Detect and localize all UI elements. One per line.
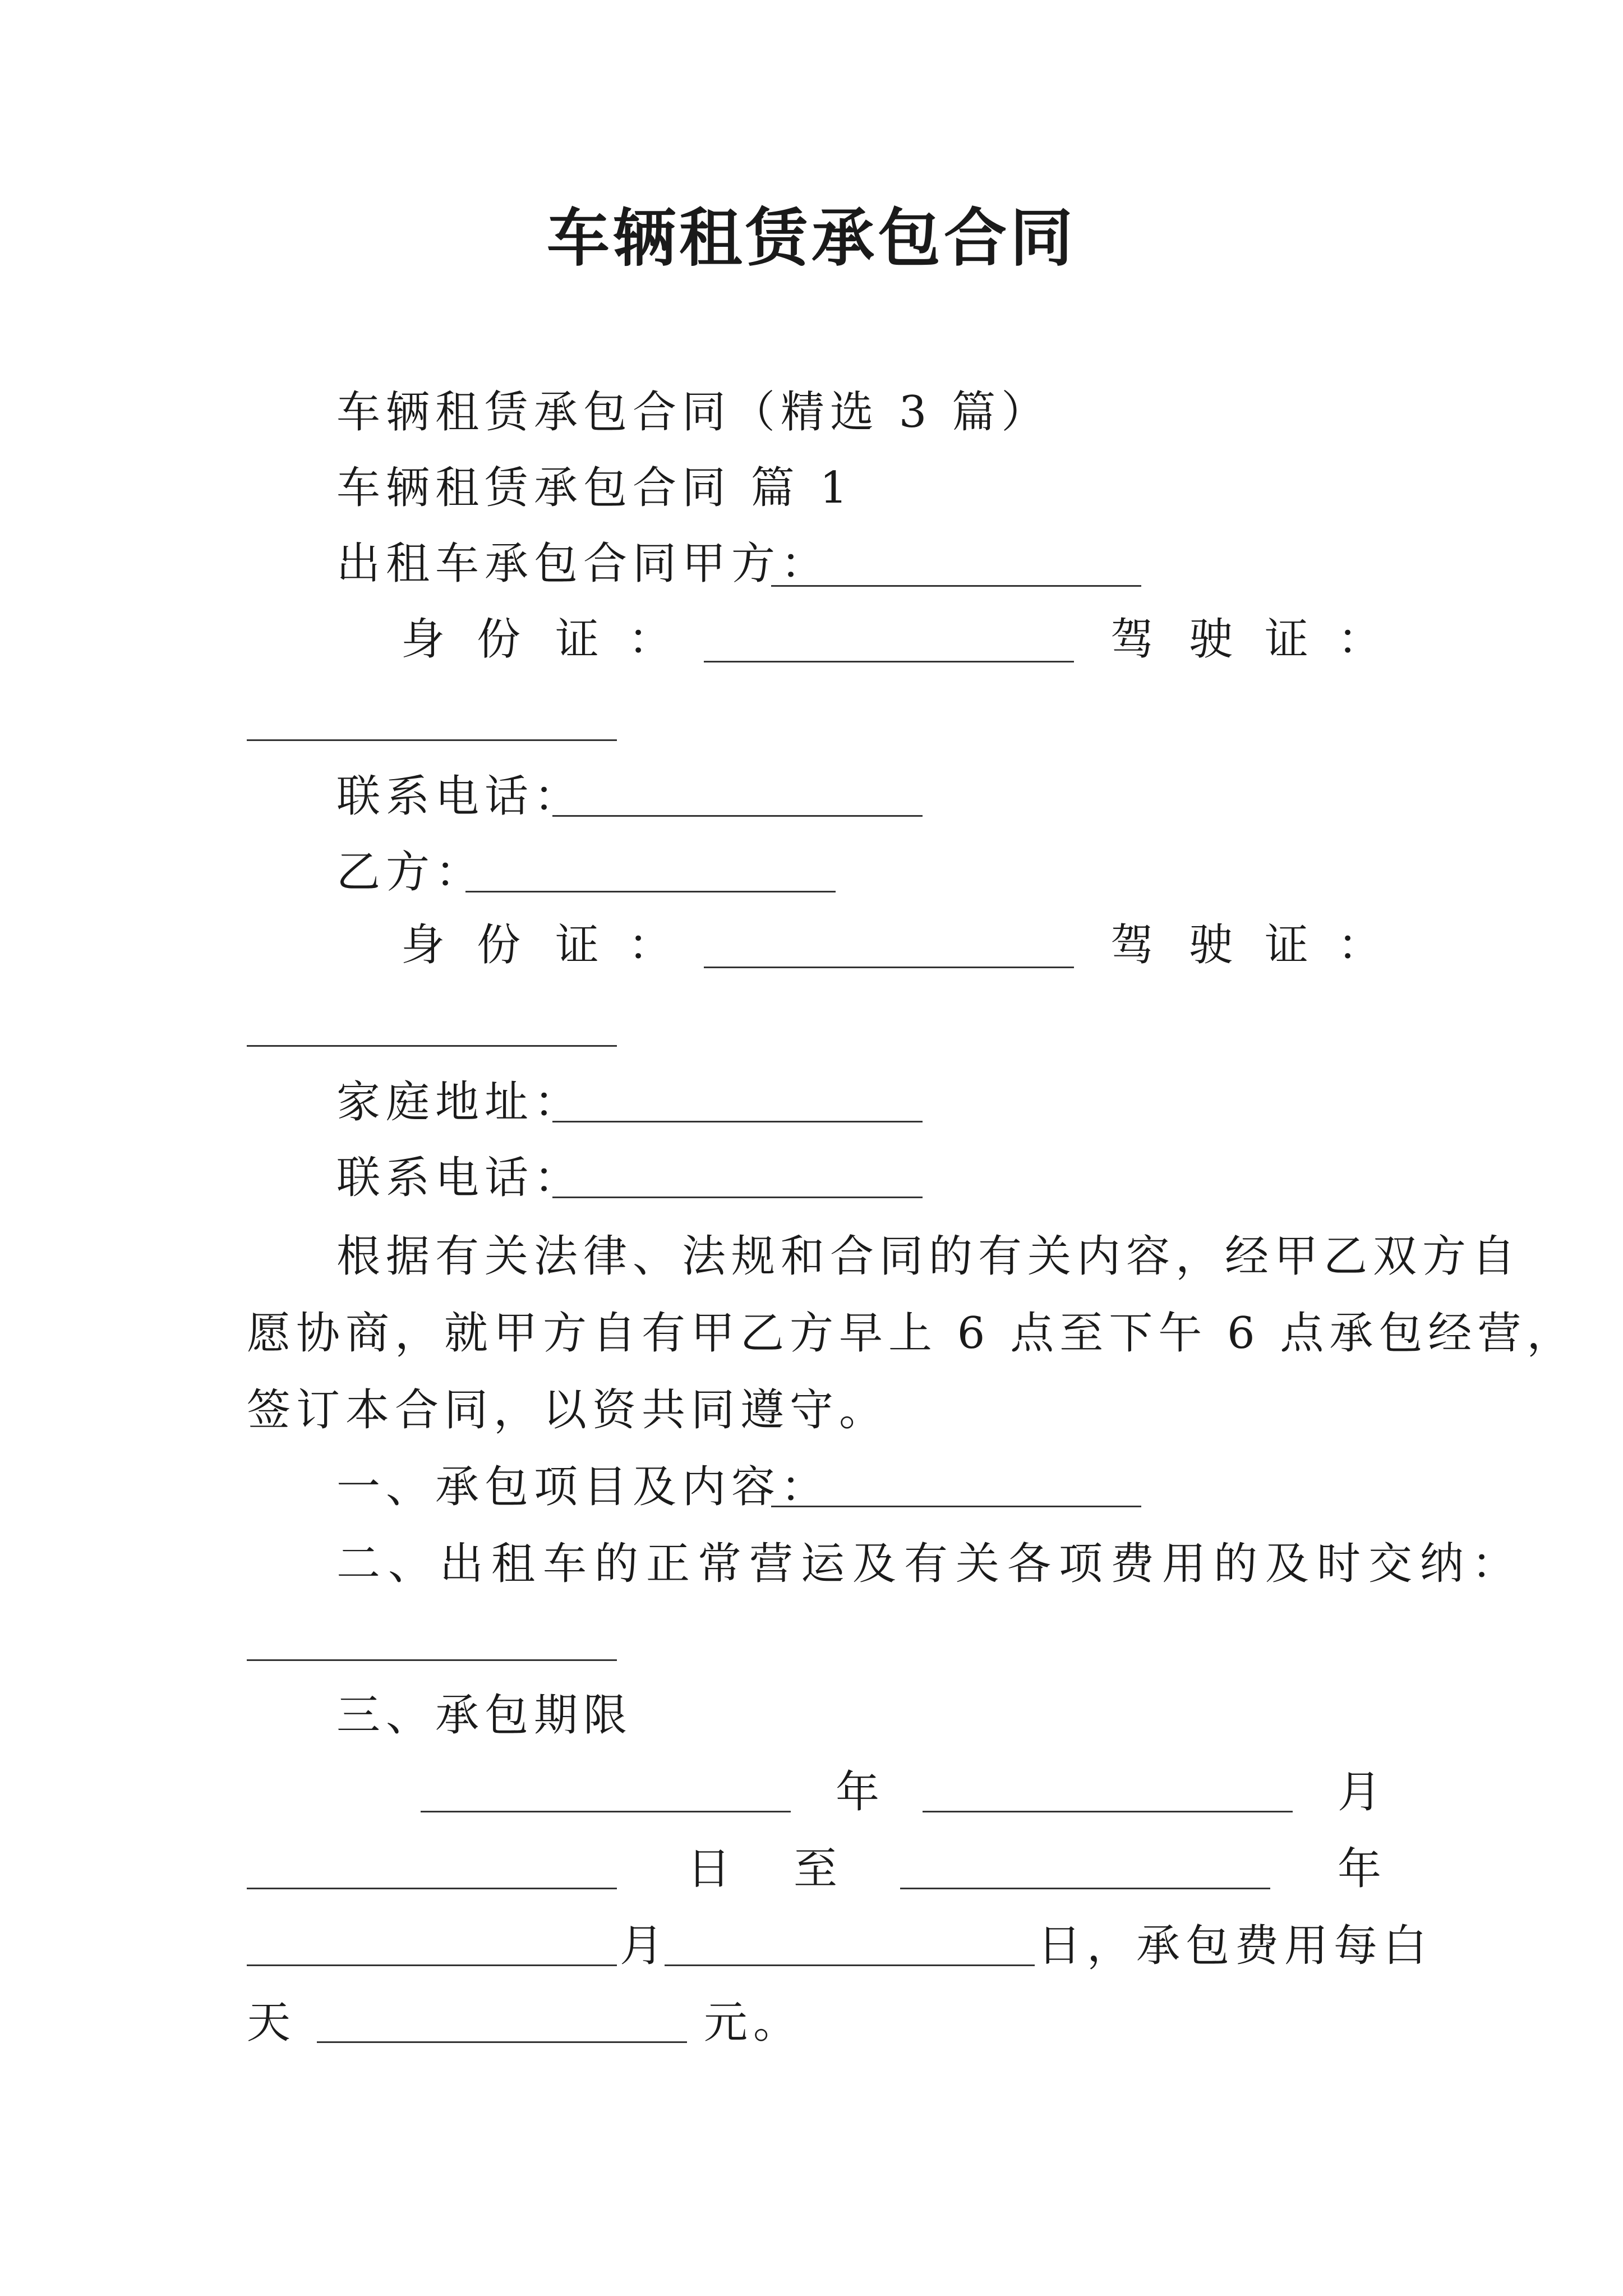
phone-label: 联系电话： — [336, 1153, 584, 1203]
yuan-text: 元。 — [704, 1998, 803, 2048]
id-card-char: ： — [628, 614, 672, 665]
license-char: ： — [1338, 920, 1382, 970]
address-blank — [552, 1121, 923, 1122]
clause-1: 一、承包项目及内容： — [336, 1462, 831, 1512]
clause-1-blank — [771, 1506, 1141, 1507]
preamble-line: 愿协商，就甲方自有甲乙方早上 6 点至下午 6 点承包经营， — [247, 1308, 1576, 1359]
id-card-char: 份 — [477, 614, 521, 665]
id-card-char: 身 — [401, 920, 445, 970]
id-card-blank — [704, 661, 1074, 662]
license-char: 驾 — [1110, 920, 1155, 970]
phone-label: 联系电话： — [336, 771, 584, 822]
start-year-blank — [421, 1811, 791, 1812]
party-a-label: 出租车承包合同甲方： — [336, 539, 831, 589]
end-year-blank — [900, 1888, 1270, 1889]
phone-blank — [552, 815, 923, 817]
id-card-char: 证 — [555, 920, 600, 970]
preamble-line: 签订本合同，以资共同遵守。 — [247, 1385, 889, 1435]
to-char: 至 — [794, 1844, 838, 1894]
fee-blank — [317, 2041, 687, 2043]
address-label: 家庭地址： — [336, 1077, 584, 1128]
clause-2: 二、出租车的正常营运及有关各项费用的及时交纳： — [336, 1539, 1524, 1589]
part-heading: 车辆租赁承包合同 篇 1 — [336, 463, 854, 513]
end-month-blank — [247, 1964, 617, 1966]
id-card-char: 份 — [477, 920, 521, 970]
license-char: 证 — [1265, 920, 1309, 970]
start-month-blank — [923, 1811, 1293, 1812]
clause-2-blank — [247, 1659, 617, 1661]
start-day-blank — [247, 1888, 617, 1889]
end-day-blank — [665, 1964, 1035, 1966]
id-card-char: 证 — [555, 614, 600, 665]
party-b-label: 乙方： — [336, 847, 485, 898]
month-char: 月 — [1338, 1767, 1382, 1818]
id-card-char: ： — [628, 920, 672, 970]
party-a-blank — [771, 585, 1141, 587]
month-char: 月 — [620, 1921, 664, 1971]
license-char: 证 — [1265, 614, 1309, 665]
day-char: 日 — [687, 1844, 731, 1894]
phone-blank — [552, 1197, 923, 1198]
license-blank — [247, 739, 617, 741]
document-subtitle: 车辆租赁承包合同（精选 3 篇） — [336, 387, 1051, 438]
document-title: 车辆租赁承包合同 — [547, 201, 1076, 275]
year-char: 年 — [1338, 1844, 1382, 1894]
license-char: 驶 — [1189, 920, 1233, 970]
license-char: 驶 — [1189, 614, 1233, 665]
fee-text: 日，承包费用每白 — [1038, 1921, 1433, 1971]
id-card-char: 身 — [401, 614, 445, 665]
license-blank — [247, 1045, 617, 1047]
clause-3: 三、承包期限 — [336, 1690, 633, 1741]
id-card-blank — [704, 967, 1074, 968]
year-char: 年 — [836, 1767, 880, 1818]
party-b-blank — [465, 891, 836, 892]
day-text: 天 — [247, 1998, 291, 2048]
preamble-line: 根据有关法律、法规和合同的有关内容，经甲乙双方自 — [336, 1231, 1521, 1282]
license-char: 驾 — [1110, 614, 1155, 665]
license-char: ： — [1338, 614, 1382, 665]
